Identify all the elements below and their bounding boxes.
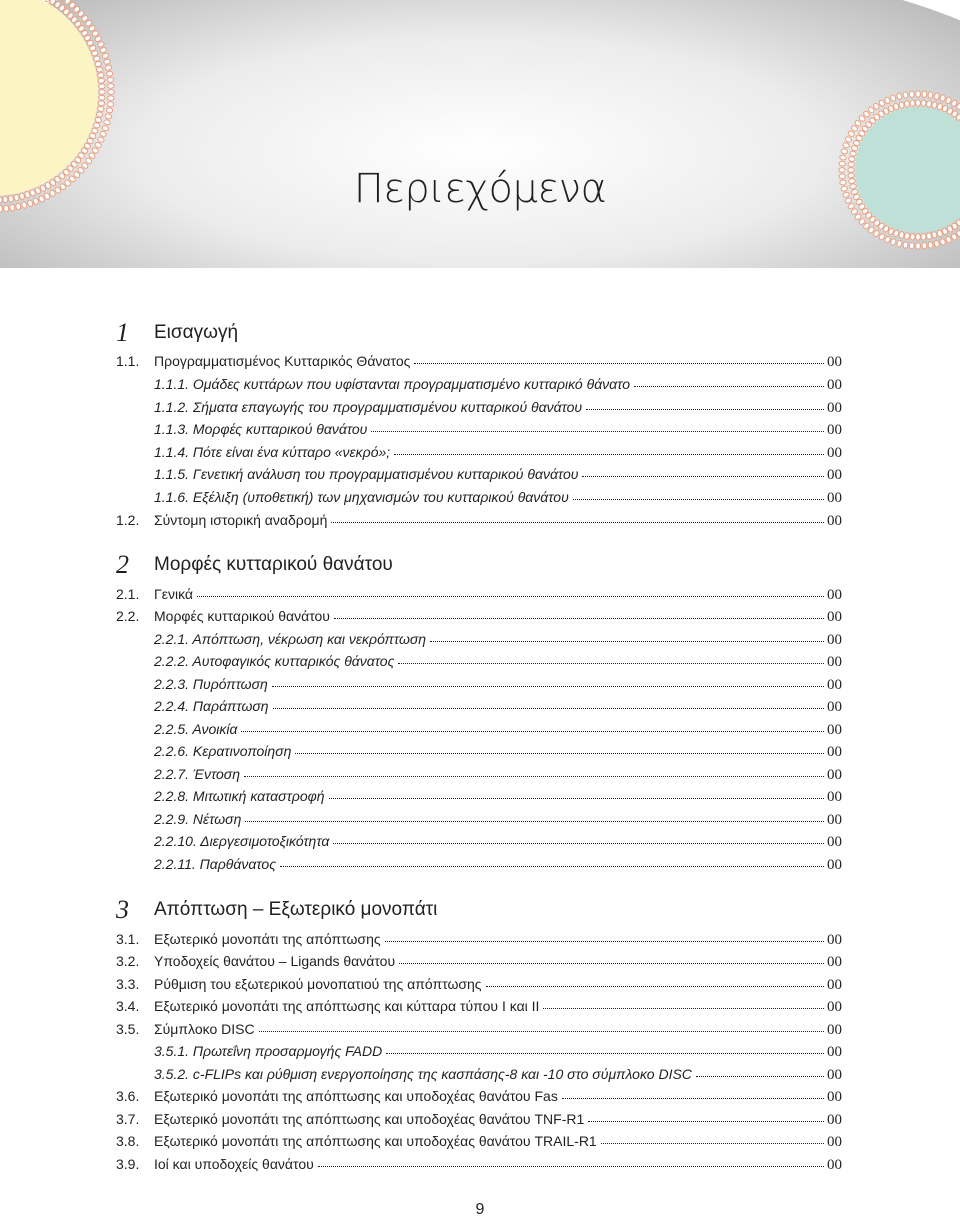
dot-leader [272, 685, 824, 687]
toc-entry-number: 3.2. [116, 953, 140, 969]
toc-entry-page: 00 [827, 445, 842, 461]
membrane-bead [909, 242, 914, 249]
membrane-bead [97, 106, 104, 112]
dot-leader [486, 985, 824, 987]
membrane-bead [107, 83, 114, 88]
membrane-bead [106, 107, 113, 113]
toc-entry-title: 2.2.3. Πυρόπτωση [154, 676, 268, 692]
toc-entry-title: 3.5.1. Πρωτεΐνη προσαρμογής FADD [154, 1043, 383, 1059]
toc-entry[interactable] [154, 374, 842, 394]
toc-entry[interactable] [154, 651, 842, 671]
toc-entry[interactable] [154, 487, 842, 507]
toc-entry[interactable] [154, 764, 842, 784]
dot-leader [197, 595, 824, 597]
toc-entry[interactable] [154, 809, 842, 829]
toc-entry-page: 00 [827, 857, 842, 873]
dot-leader [394, 453, 824, 455]
toc-entry-page: 00 [827, 377, 842, 393]
toc-entry-number: 3.1. [116, 931, 140, 947]
dot-leader [588, 1120, 824, 1122]
toc-entry-title: 2.2.5. Ανοικία [154, 721, 238, 737]
toc-entry-number: 3.9. [116, 1156, 140, 1172]
toc-entry-title: Εξωτερικό μονοπάτι της απόπτωσης και υποδοχέας θανάτου TRAIL-R1 [154, 1133, 597, 1149]
membrane-bead [99, 84, 106, 89]
toc-entry[interactable] [116, 584, 842, 604]
toc-entry-page: 00 [827, 513, 842, 529]
toc-entry[interactable] [116, 996, 842, 1016]
toc-entry-page: 00 [827, 812, 842, 828]
toc-entry-page: 00 [827, 1157, 842, 1173]
chapter-title: Μορφές κυτταρικού θανάτου [154, 554, 393, 575]
dot-leader [398, 662, 824, 664]
dot-leader [241, 730, 824, 732]
toc-entry-title: 2.2.6. Κερατινοποίηση [154, 743, 292, 759]
membrane-bead [916, 91, 921, 97]
toc-entry-title: 2.2.10. Διεργεσιμοτοξικότητα [154, 833, 330, 849]
membrane-bead [106, 71, 113, 77]
membrane-bead [910, 233, 915, 240]
dot-leader [586, 408, 824, 410]
toc-entry-title: 1.1.2. Σήματα επαγωγής του προγραμματισμένου κυτταρικού θανάτου [154, 399, 583, 415]
toc-entry-number: 2.2. [116, 608, 140, 624]
membrane-bead [926, 100, 932, 107]
toc-entry[interactable] [154, 464, 842, 484]
toc-entry[interactable] [116, 1086, 842, 1106]
membrane-bead [922, 242, 927, 249]
toc-entry-title: 3.5.2. c-FLIPs και ρύθμιση ενεργοποίησης της κασπάσης-8 και -10 στο σύμπλοκο DISC [154, 1066, 692, 1082]
dot-leader [573, 498, 824, 500]
membrane-bead [928, 91, 934, 98]
toc-entry[interactable] [116, 929, 842, 949]
dot-leader [385, 940, 824, 942]
dot-leader [543, 1007, 824, 1009]
dot-leader [295, 752, 824, 754]
toc-entry-title: 1.1.6. Εξέλιξη (υποθετική) των μηχανισμών του κυτταρικού θανάτου [154, 489, 569, 505]
membrane-bead [99, 95, 106, 100]
toc-entry-title: Εξωτερικό μονοπάτι της απόπτωσης και κύτταρα τύπου Ι και ΙΙ [154, 998, 540, 1014]
toc-entry[interactable] [154, 786, 842, 806]
toc-entry-page: 00 [827, 767, 842, 783]
membrane-bead [108, 90, 114, 95]
toc-entry[interactable] [154, 442, 842, 462]
chapter-number: 1 [116, 318, 129, 347]
toc-entry-page: 00 [827, 834, 842, 850]
dot-leader [280, 865, 824, 867]
membrane-bead [107, 96, 114, 101]
dot-leader [273, 707, 824, 709]
membrane-bead [909, 91, 914, 98]
dot-leader [399, 962, 824, 964]
dot-leader [333, 842, 824, 844]
toc-entry-title: 2.2.2. Αυτοφαγικός κυτταρικός θάνατος [154, 653, 395, 669]
toc-entry-number: 3.6. [116, 1088, 140, 1104]
toc-entry-page: 00 [827, 1044, 842, 1060]
dot-leader [329, 797, 824, 799]
toc-entry-title: Εξωτερικό μονοπάτι της απόπτωσης και υποδοχέας θανάτου TNF-R1 [154, 1111, 585, 1127]
toc-entry-page: 00 [827, 632, 842, 648]
toc-entry-page: 00 [827, 999, 842, 1015]
toc-entry[interactable] [116, 606, 842, 626]
dot-leader [386, 1052, 824, 1054]
toc-entry-page: 00 [827, 977, 842, 993]
toc-entry[interactable] [154, 696, 842, 716]
toc-entry-number: 1.1. [116, 353, 140, 369]
chapter-number: 3 [116, 895, 129, 924]
page-title: Περιεχόμενα [353, 166, 607, 212]
toc-entry-number: 3.7. [116, 1111, 140, 1127]
toc-entry-page: 00 [827, 722, 842, 738]
membrane-bead [107, 77, 114, 82]
toc-entry-page: 00 [827, 954, 842, 970]
toc-entry-title: 2.2.8. Μιτωτική καταστροφή [154, 788, 325, 804]
toc-entry[interactable] [116, 951, 842, 971]
toc-entry-page: 00 [827, 677, 842, 693]
dot-leader [582, 475, 824, 477]
membrane-bead [97, 72, 104, 78]
toc-entry[interactable] [116, 1131, 842, 1151]
toc-entry-number: 2.1. [116, 586, 140, 602]
toc-entry-page: 00 [827, 1089, 842, 1105]
toc-entry-page: 00 [827, 467, 842, 483]
toc-entry[interactable] [154, 719, 842, 739]
dot-leader [601, 1142, 824, 1144]
chapter-number: 2 [116, 550, 129, 579]
dot-leader [414, 362, 824, 364]
toc-entry-title: Γενικά [154, 586, 193, 602]
toc-entry[interactable] [154, 419, 842, 439]
toc-entry-page: 00 [827, 699, 842, 715]
membrane-bead [926, 233, 932, 240]
toc-entry-number: 3.8. [116, 1133, 140, 1149]
membrane-bead [839, 155, 846, 161]
membrane-bead [916, 234, 921, 240]
toc-entry-number: 1.2. [116, 512, 140, 528]
membrane-bead [99, 90, 105, 95]
toc-entry-page: 00 [827, 744, 842, 760]
toc-entry-title: Εξωτερικό μονοπάτι της απόπτωσης [154, 931, 381, 947]
toc-entry-page: 00 [827, 1022, 842, 1038]
toc-entry-title: Προγραμματισμένος Κυτταρικός Θάνατος [154, 353, 411, 369]
dot-leader [562, 1097, 824, 1099]
dot-leader [245, 820, 824, 822]
toc-entry-title: 2.2.9. Νέτωση [154, 811, 242, 827]
toc-entry[interactable] [116, 974, 842, 994]
toc-entry[interactable] [154, 674, 842, 694]
toc-entry-page: 00 [827, 1067, 842, 1083]
page-number: 9 [475, 1201, 485, 1218]
dot-leader [244, 775, 824, 777]
membrane-bead [916, 243, 921, 249]
toc-entry-page: 00 [827, 1134, 842, 1150]
dot-leader [430, 640, 824, 642]
membrane-bead [903, 241, 909, 248]
toc-entry-page: 00 [827, 609, 842, 625]
toc-entry-page: 00 [827, 490, 842, 506]
membrane-bead [98, 101, 105, 106]
dot-leader [334, 617, 824, 619]
toc-entry-page: 00 [827, 422, 842, 438]
dot-leader [259, 1030, 824, 1032]
toc-entry[interactable] [116, 1109, 842, 1129]
toc-entry-number: 3.3. [116, 976, 140, 992]
dot-leader [371, 430, 824, 432]
toc-entry-title: Ρύθμιση του εξωτερικού μονοπατιού της απόπτωσης [154, 976, 482, 992]
toc-entry-title: 2.2.1. Απόπτωση, νέκρωση και νεκρόπτωση [154, 631, 427, 647]
toc-entry-number: 3.4. [116, 998, 140, 1014]
toc-entry-page: 00 [827, 932, 842, 948]
chapter-title: Εισαγωγή [154, 322, 239, 343]
toc-entry-title: Εξωτερικό μονοπάτι της απόπτωσης και υποδοχέας θανάτου Fas [154, 1088, 558, 1104]
toc-entry[interactable] [116, 510, 842, 530]
toc-entry[interactable] [154, 854, 842, 874]
toc-entry-page: 00 [827, 400, 842, 416]
membrane-bead [921, 100, 926, 107]
membrane-bead [903, 91, 909, 98]
toc-entry-page: 00 [827, 354, 842, 370]
toc-entry-title: 2.2.4. Παράπτωση [154, 698, 269, 714]
dot-leader [634, 385, 824, 387]
toc-entry-page: 00 [827, 1112, 842, 1128]
toc-entry[interactable] [154, 1064, 842, 1084]
dot-leader [318, 1165, 824, 1167]
toc-entry-page: 00 [827, 587, 842, 603]
membrane-bead [910, 100, 915, 107]
toc-entry[interactable] [154, 629, 842, 649]
chapter-title: Απόπτωση – Εξωτερικό μονοπάτι [154, 899, 438, 920]
membrane-bead [904, 100, 910, 107]
toc-entry-title: 1.1.1. Ομάδες κυττάρων που υφίστανται προγραμματισμένο κυτταρικό θάνατο [154, 376, 630, 392]
toc-entry-title: Μορφές κυτταρικού θανάτου [154, 608, 330, 624]
dot-leader [331, 521, 824, 523]
toc-entry-title: Σύμπλοκο DISC [154, 1021, 255, 1037]
toc-entry[interactable] [154, 1041, 842, 1061]
toc-entry-number: 3.5. [116, 1021, 140, 1037]
toc-entry[interactable] [154, 397, 842, 417]
toc-entry-title: Υποδοχείς θανάτου – Ligands θανάτου [154, 953, 396, 969]
membrane-bead [904, 233, 910, 240]
membrane-bead [848, 156, 855, 162]
dot-leader [696, 1075, 824, 1077]
membrane-bead [928, 241, 934, 248]
toc-entry[interactable] [116, 1019, 842, 1039]
toc-entry-title: 2.2.7. Έντοση [154, 766, 240, 782]
toc-entry-title: 1.1.4. Πότε είναι ένα κύτταρο «νεκρό»; [154, 444, 391, 460]
toc-entry[interactable] [116, 351, 842, 371]
membrane-bead [922, 91, 927, 98]
toc-entry[interactable] [154, 741, 842, 761]
toc-entry-title: Ιοί και υποδοχείς θανάτου [154, 1156, 314, 1172]
toc-entry-title: 1.1.5. Γενετική ανάλυση του προγραμματισμένου κυτταρικού θανάτου [154, 466, 579, 482]
membrane-bead [921, 233, 926, 240]
toc-entry-title: Σύντομη ιστορική αναδρομή [154, 512, 328, 528]
toc-entry-page: 00 [827, 654, 842, 670]
toc-entry-page: 00 [827, 789, 842, 805]
toc-entry[interactable] [154, 831, 842, 851]
toc-entry-title: 1.1.3. Μορφές κυτταρικού θανάτου [154, 421, 368, 437]
membrane-bead [107, 101, 114, 106]
toc-entry[interactable] [116, 1154, 842, 1174]
toc-entry-title: 2.2.11. Παρθάνατος [154, 856, 277, 872]
membrane-bead [916, 100, 921, 106]
membrane-bead [98, 78, 105, 83]
